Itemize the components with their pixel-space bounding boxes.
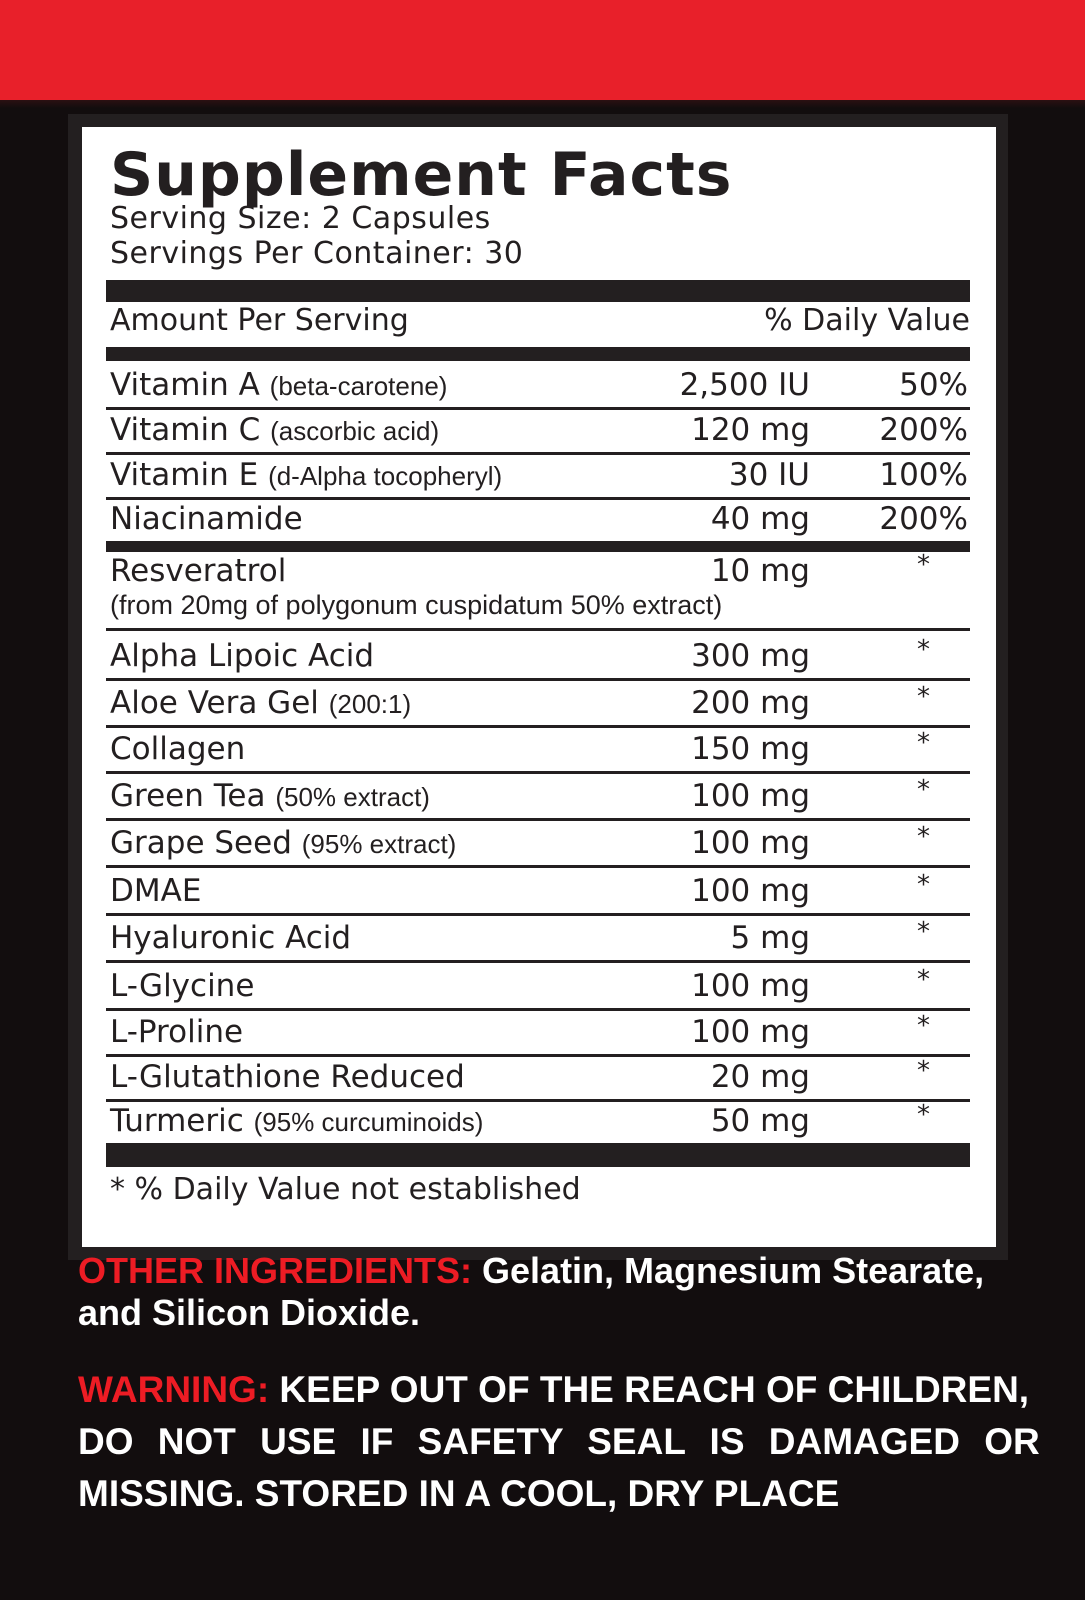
other-ingredients-line-1 <box>78 1250 1008 1292</box>
ingredient-name <box>110 407 439 454</box>
header-daily-value: % Daily Value <box>764 303 970 338</box>
servings-per-container: Servings Per Container: 30 <box>110 236 524 271</box>
ingredient-name-text: Green Tea <box>110 778 266 814</box>
ingredient-name <box>110 868 201 914</box>
ingredient-name <box>110 726 245 772</box>
ingredient-row <box>106 1054 970 1100</box>
ingredient-note: (200:1) <box>328 689 412 719</box>
warning-label: WARNING: <box>78 1369 270 1410</box>
ingredient-name-text: Hyaluronic Acid <box>110 920 352 956</box>
ingredient-note: (ascorbic acid) <box>270 416 440 446</box>
ingredient-amount: 100 mg <box>691 873 810 909</box>
ingredient-note: (95% extract) <box>301 829 457 859</box>
ingredient-row <box>106 407 970 453</box>
ingredient-amount: 200 mg <box>691 685 810 721</box>
warning-line-3: MISSING. STORED IN A COOL, DRY PLACE <box>78 1473 840 1514</box>
ingredient-amount: 100 mg <box>691 825 810 861</box>
warning-text-1: KEEP OUT OF THE REACH OF CHILDREN, <box>269 1369 1030 1410</box>
ingredient-name-text: DMAE <box>110 873 202 909</box>
ingredient-name <box>110 633 374 679</box>
ingredient-dv: * <box>917 965 930 995</box>
ingredient-name <box>110 1009 243 1055</box>
ingredient-dv: * <box>917 1100 930 1130</box>
ingredient-name-text: L-Glutathione Reduced <box>110 1059 465 1095</box>
thick-divider-header <box>106 347 970 361</box>
ingredient-note: (beta-carotene) <box>269 371 448 401</box>
ingredient-name <box>110 1098 483 1145</box>
facts-title: Supplement Facts <box>110 140 733 210</box>
ingredient-amount: 5 mg <box>730 920 810 956</box>
ingredient-name-text: Niacinamide <box>110 501 303 537</box>
ingredient-dv: * <box>917 822 930 852</box>
thick-divider-top <box>106 280 970 302</box>
ingredient-row-resveratrol <box>106 548 970 594</box>
ingredient-name-text: Grape Seed <box>110 825 292 861</box>
ingredient-row <box>106 362 970 408</box>
other-ingredients-list-1: Gelatin, Magnesium Stearate, <box>472 1250 985 1291</box>
ingredient-dv: * <box>917 917 930 947</box>
top-red-band <box>0 0 1085 100</box>
ingredient-name <box>110 915 351 961</box>
row-divider <box>106 628 970 631</box>
ingredient-amount: 2,500 IU <box>679 367 810 403</box>
ingredient-note: (95% curcuminoids) <box>253 1107 484 1137</box>
ingredient-amount: 300 mg <box>691 638 810 674</box>
ingredient-name-text: Vitamin C <box>110 412 261 448</box>
ingredient-name <box>110 1054 465 1100</box>
warning-line-1 <box>78 1368 1030 1412</box>
ingredient-amount: 30 IU <box>728 457 810 493</box>
supplement-facts-panel <box>82 127 996 1247</box>
ingredient-row <box>106 726 970 772</box>
ingredient-dv: * <box>917 1011 930 1041</box>
ingredient-row <box>106 680 970 726</box>
ingredient-name-text: Vitamin E <box>110 457 259 493</box>
ingredient-name <box>110 496 303 542</box>
ingredient-dv: * <box>917 870 930 900</box>
ingredient-name <box>110 362 447 409</box>
ingredient-row <box>106 963 970 1009</box>
ingredient-amount: 10 mg <box>710 553 810 589</box>
ingredient-dv: 200% <box>879 501 968 537</box>
ingredient-name: Resveratrol <box>110 553 287 589</box>
ingredient-name-text: Turmeric <box>110 1103 244 1139</box>
ingredient-amount: 50 mg <box>710 1103 810 1139</box>
ingredient-name-text: Collagen <box>110 731 246 767</box>
other-ingredients-list-2: and Silicon Dioxide. <box>78 1292 421 1333</box>
ingredient-amount: 100 mg <box>691 1014 810 1050</box>
ingredient-dv: * <box>917 1056 930 1086</box>
resveratrol-source-note: (from 20mg of polygonum cuspidatum 50% extract) <box>110 590 723 620</box>
ingredient-row <box>106 452 970 498</box>
ingredient-amount: 120 mg <box>691 412 810 448</box>
ingredient-name <box>110 452 502 499</box>
ingredient-name <box>110 680 411 727</box>
ingredient-name-text: Vitamin A <box>110 367 260 403</box>
ingredient-name-text: Aloe Vera Gel <box>110 685 319 721</box>
ingredient-row <box>106 1098 970 1144</box>
ingredient-dv: 50% <box>899 367 968 403</box>
ingredient-amount: 150 mg <box>691 731 810 767</box>
ingredient-row <box>106 633 970 679</box>
ingredient-dv: * <box>917 728 930 758</box>
ingredient-dv: * <box>917 550 930 580</box>
ingredient-amount: 100 mg <box>691 778 810 814</box>
ingredient-name-text: Alpha Lipoic Acid <box>110 638 375 674</box>
ingredient-dv: 100% <box>879 457 968 493</box>
ingredient-dv: * <box>917 682 930 712</box>
warning-line-2: DO NOT USE IF SAFETY SEAL IS DAMAGED OR <box>78 1421 1040 1462</box>
band-shadow <box>0 100 1085 108</box>
ingredient-name <box>110 963 254 1009</box>
ingredient-row <box>106 1009 970 1055</box>
ingredient-row <box>106 868 970 914</box>
ingredient-name <box>110 820 456 867</box>
ingredient-amount: 20 mg <box>710 1059 810 1095</box>
ingredient-note: (d-Alpha tocopheryl) <box>268 461 503 491</box>
ingredient-name-text: L-Proline <box>110 1014 244 1050</box>
dv-footnote: * % Daily Value not established <box>110 1172 581 1207</box>
ingredient-row <box>106 496 970 542</box>
thick-divider-bottom <box>106 1143 970 1167</box>
ingredient-dv: * <box>917 635 930 665</box>
ingredient-amount: 100 mg <box>691 968 810 1004</box>
ingredient-row <box>106 915 970 961</box>
ingredient-name-text: L-Glycine <box>110 968 255 1004</box>
serving-size: Serving Size: 2 Capsules <box>110 201 491 236</box>
ingredient-row <box>106 773 970 819</box>
header-amount-per-serving: Amount Per Serving <box>110 303 409 338</box>
ingredient-amount: 40 mg <box>710 501 810 537</box>
ingredient-dv: * <box>917 775 930 805</box>
ingredient-note: (50% extract) <box>275 782 430 812</box>
other-ingredients-label: OTHER INGREDIENTS: <box>78 1250 473 1291</box>
ingredient-dv: 200% <box>879 412 968 448</box>
ingredient-row <box>106 820 970 866</box>
ingredient-name <box>110 773 430 820</box>
